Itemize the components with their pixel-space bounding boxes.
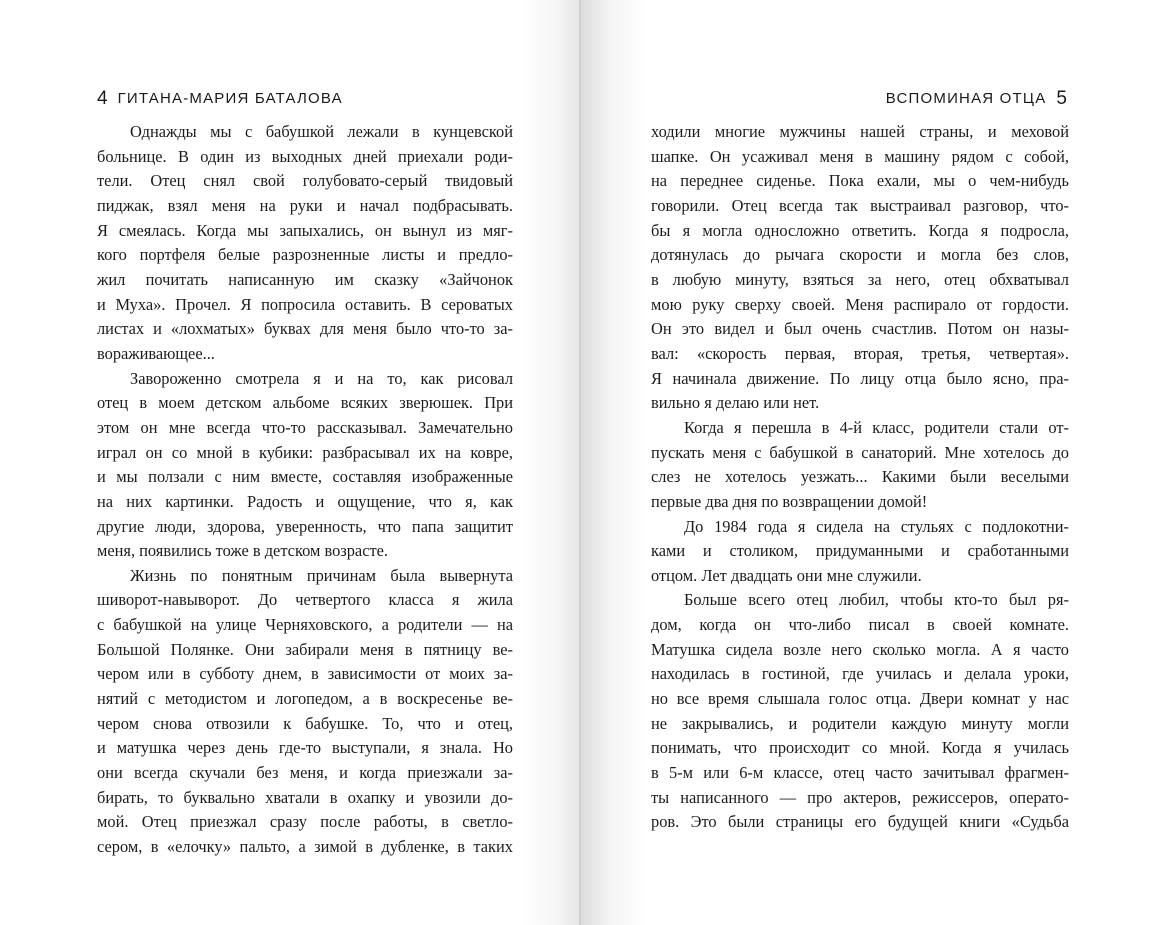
paragraph: [97, 564, 513, 860]
book-gutter: [579, 0, 581, 925]
text-line: ров. Это были страницы его будущей книги «Судьба: [651, 812, 1069, 832]
right-running-head: [886, 87, 1067, 109]
text-line: играл он со мной в кубики: разбрасывал их на ковре,: [97, 442, 513, 462]
right-page-number: 5: [1056, 88, 1067, 109]
text-line: меня, появились тоже в детском возрасте.: [97, 541, 389, 561]
text-line: Больше всего отец любил, чтобы кто-то был ря-: [684, 590, 1069, 610]
text-line: отцом. Лет двадцать они мне служили.: [651, 565, 922, 585]
text-line: и мы ползали с ним вместе, составляя изображенные: [97, 467, 513, 487]
left-running-head-title: ГИТАНА-МАРИЯ БАТАЛОВА: [117, 90, 343, 107]
text-line: мою руку сверху своей. Меня распирало от гордости.: [651, 294, 1069, 314]
text-line: чером или в субботу днем, в зависимости от моих за-: [97, 664, 513, 684]
text-line: Матушка сидела возле него сколько могла. А я часто: [651, 639, 1069, 659]
text-line: и Муха». Прочел. Я попросила оставить. В сероватых: [97, 294, 513, 314]
text-line: бы я могла односложно ответить. Когда я подросла,: [651, 220, 1069, 240]
text-line: шапке. Он усаживал меня в машину рядом с собой,: [651, 146, 1069, 166]
text-line: в любую минуту, взяться за него, отец обхватывал: [651, 269, 1069, 289]
text-line: нятий с методистом и логопедом, а в воскресенье ве-: [97, 689, 513, 709]
text-line: находилась в гостиной, где училась и делала уроки,: [651, 664, 1069, 684]
text-line: ходили многие мужчины нашей страны, и меховой: [651, 122, 1069, 141]
text-line: Жизнь по понятным причинам была вывернута: [130, 565, 513, 585]
text-line: они всегда скучали без меня, и когда приезжали за-: [97, 763, 513, 783]
text-line: пускать меня с бабушкой в санаторий. Мне хотелось до: [651, 442, 1069, 462]
text-line: на переднее сиденье. Пока ехали, мы о чем-нибудь: [651, 171, 1069, 191]
text-line: жил почитать написанную им сказку «Зайчонок: [97, 269, 513, 289]
text-line: но все время слышала голос отца. Двери комнат у нас: [651, 689, 1069, 709]
text-line: слез не хотелось уезжать... Какими были веселыми: [651, 467, 1069, 487]
left-page-number: 4: [97, 88, 108, 109]
text-line: листах и «лохматых» буквах для меня было что-то за-: [97, 319, 513, 339]
text-line: тели. Отец снял свой голубовато-серый твидовый: [97, 171, 513, 191]
text-line: и матушка через день где-то выступали, я знала. Но: [97, 738, 513, 758]
text-line: бирать, то буквально хватали в охапку и увозили до-: [97, 787, 513, 807]
left-running-head: [97, 87, 343, 109]
text-line: Он это видел и был очень счастлив. Потом он назы-: [651, 319, 1069, 339]
text-line: сером, в «елочку» пальто, а зимой в дубленке, в таких: [97, 837, 513, 857]
text-line: отец в моем детском альбоме всяких зверюшек. При: [97, 393, 513, 413]
text-line: больнице. В один из выходных дней приехали роди-: [97, 146, 513, 166]
left-page-body: [97, 120, 513, 860]
paragraph: [651, 588, 1069, 835]
text-line: на них картинки. Радость и ощущение, что я, как: [97, 491, 513, 511]
text-line: говорили. Отец всегда так выстраивал разговор, что-: [651, 195, 1069, 215]
text-line: не закрывались, и родители каждую минуту могли: [651, 713, 1069, 733]
text-line: этом он мне всегда что-то рассказывал. Замечательно: [97, 417, 513, 437]
text-line: Однажды мы с бабушкой лежали в кунцевской: [130, 122, 513, 141]
text-line: шиворот-навыворот. До четвертого класса я жила: [97, 590, 513, 610]
text-line: вильно я делаю или нет.: [651, 393, 820, 413]
right-page: [580, 0, 1158, 925]
gutter-shadow-left: [520, 0, 580, 925]
text-line: вал: «скорость первая, вторая, третья, четвертая».: [651, 343, 1069, 363]
text-line: первые два дня по возвращении домой!: [651, 491, 928, 511]
text-line: Завороженно смотрела я и на то, как рисовал: [130, 368, 513, 388]
text-line: ками и столиком, придуманными и сработанными: [651, 541, 1069, 561]
text-line: в 5-м или 6-м классе, отец часто зачитывал фрагмен-: [651, 763, 1069, 783]
text-line: Большой Полянке. Они забирали меня в пятницу ве-: [97, 639, 513, 659]
right-running-head-title: ВСПОМИНАЯ ОТЦА: [885, 90, 1047, 107]
paragraph: [97, 367, 513, 564]
paragraph: [651, 120, 1069, 416]
text-line: Когда я перешла в 4-й класс, родители стали от-: [684, 417, 1069, 437]
text-line: дотянулась до рычага скорости и могла без слов,: [651, 245, 1069, 265]
text-line: с бабушкой на улице Черняховского, а родители — на: [97, 615, 513, 635]
paragraph: [651, 515, 1069, 589]
text-line: ты написанного — про актеров, режиссеров, операто-: [651, 787, 1069, 807]
text-line: Я смеялась. Когда мы запыхались, он вынул из мяг-: [97, 220, 513, 240]
text-line: чером снова отвозили к бабушке. То, что и отец,: [97, 713, 513, 733]
paragraph: [651, 416, 1069, 515]
text-line: мой. Отец приезжал сразу после работы, в светло-: [97, 812, 513, 832]
text-line: Я начинала движение. По лицу отца было ясно, пра-: [651, 368, 1069, 388]
text-line: До 1984 года я сидела на стульях с подлокотни-: [684, 516, 1069, 536]
text-line: дом, когда он что-либо писал в своей комнате.: [651, 615, 1069, 635]
text-line: другие люди, здорова, уверенность, что папа защитит: [97, 516, 513, 536]
paragraph: [97, 120, 513, 367]
text-line: пиджак, взял меня на руки и начал подбрасывать.: [97, 195, 513, 215]
gutter-shadow-right: [580, 0, 650, 925]
text-line: кого портфеля белые разрозненные листы и предло-: [97, 245, 513, 265]
text-line: вораживающее...: [97, 343, 215, 363]
text-line: понимать, что происходит со мной. Когда я училась: [651, 738, 1069, 758]
right-page-body: [651, 120, 1069, 835]
